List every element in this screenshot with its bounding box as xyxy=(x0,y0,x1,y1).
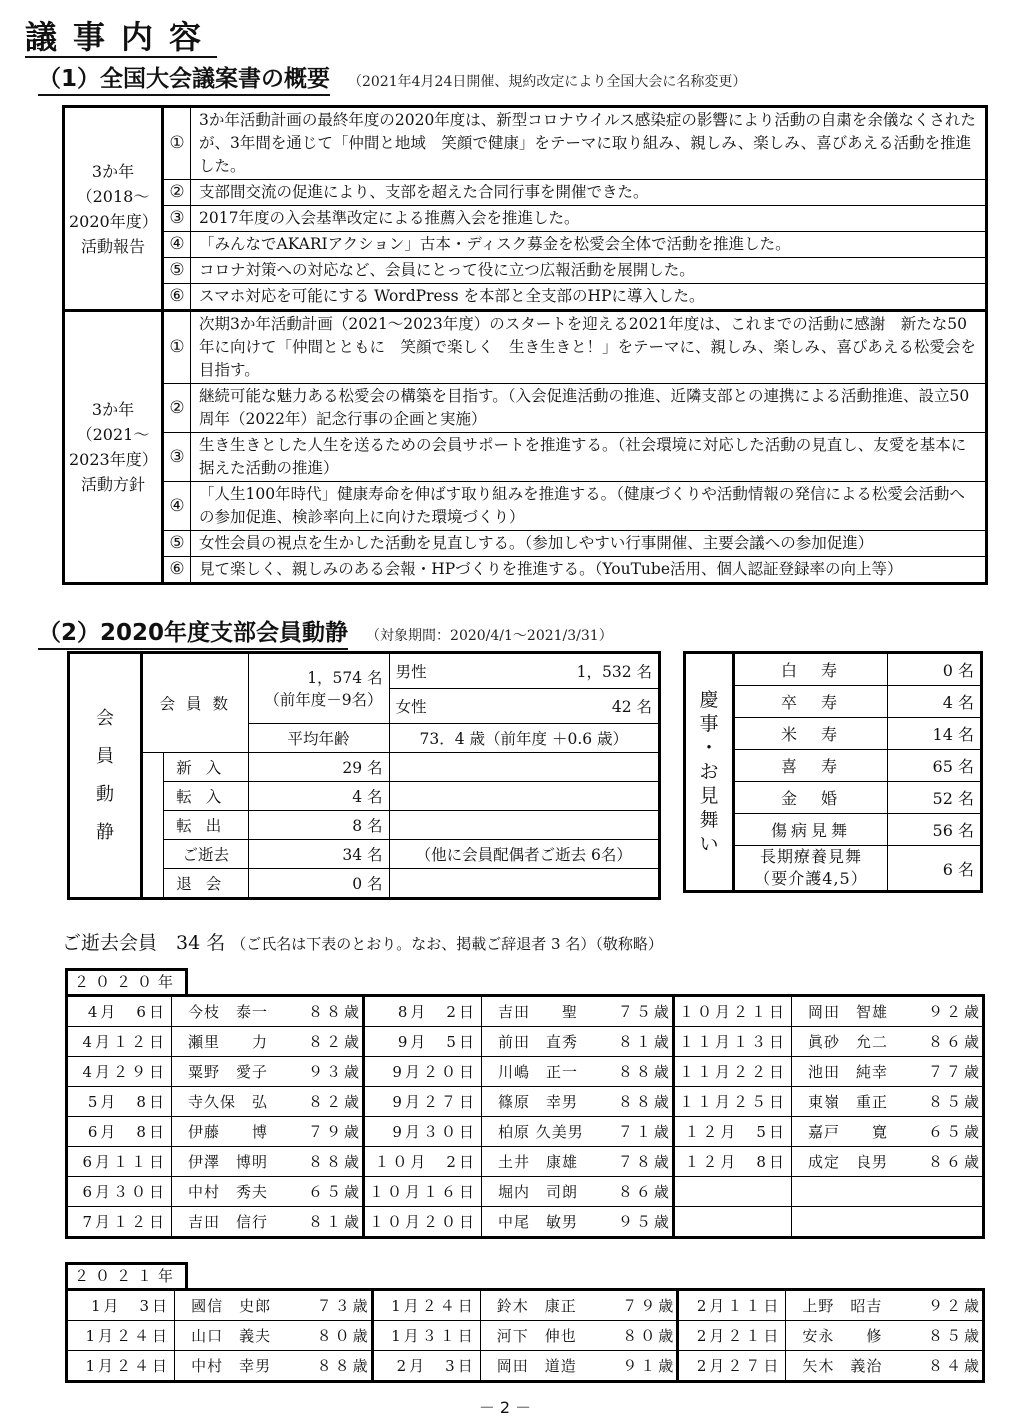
member-row-note xyxy=(389,753,659,782)
deceased-heading: ご逝去会員 34 名 xyxy=(62,932,226,954)
deceased-date: １０月１６日 xyxy=(363,1177,481,1207)
deceased-age: ９２歳 xyxy=(914,1290,984,1321)
section1-note: （2021年4月24日開催、規約改定により全国大会に名称変更） xyxy=(348,74,747,90)
section2-heading: （2）2020年度支部会員動静 xyxy=(38,618,348,650)
agenda-item-text: 女性会員の視点を生かした活動を見直しする。（参加しやすい行事開催、主要会議への参加促進） xyxy=(191,531,987,557)
celebration-label-text: 金 婚 xyxy=(780,789,841,808)
female-cell xyxy=(389,689,659,724)
celebration-value: 6 名 xyxy=(888,846,982,892)
vertical-label-char: 事 xyxy=(699,713,719,735)
agenda-row xyxy=(64,284,987,311)
vertical-label-char: 員 xyxy=(96,745,114,767)
deceased-date: 1月３１日 xyxy=(372,1321,480,1351)
celebration-label-text: 傷病見舞 xyxy=(770,821,851,840)
agenda-row xyxy=(64,180,987,206)
male-count: 1，532 名 xyxy=(576,663,652,681)
celebration-label xyxy=(734,782,888,814)
deceased-date: 6月１１日 xyxy=(67,1147,172,1177)
deceased-date: １１月２５日 xyxy=(673,1087,791,1117)
agenda-item-text: スマホ対応を可能にする WordPress を本部と全支部のHPに導入した。 xyxy=(191,284,987,311)
celebration-label-text: 喜 寿 xyxy=(780,757,841,776)
deceased-age: ８２歳 xyxy=(296,1087,363,1117)
vertical-label-char: 動 xyxy=(96,783,114,805)
celebration-label xyxy=(734,846,888,892)
deceased-age: ８４歳 xyxy=(914,1351,984,1382)
deceased-age: ８８歳 xyxy=(303,1351,372,1382)
agenda-group-label-line: 3か年 xyxy=(91,161,135,181)
deceased-age: ８８歳 xyxy=(606,1057,673,1087)
agenda-item-number: ⑤ xyxy=(163,531,191,557)
avg-age-label: 平均年齢 xyxy=(248,724,389,753)
member-row-value: 8 名 xyxy=(248,811,389,840)
vertical-label-char: 舞 xyxy=(699,809,719,831)
deceased-row xyxy=(67,1321,984,1351)
deceased-name: 安永 修 xyxy=(786,1321,914,1351)
celebration-value: 56 名 xyxy=(888,814,982,846)
deceased-name: 今枝 泰一 xyxy=(171,996,295,1027)
section2-header xyxy=(38,618,613,650)
deceased-row xyxy=(67,1057,984,1087)
deceased-age: ７９歳 xyxy=(296,1117,363,1147)
deceased-name: 岡田 智雄 xyxy=(791,996,915,1027)
agenda-group-label-line: 2023年度） xyxy=(69,450,158,469)
member-row-value: 34 名 xyxy=(248,840,389,869)
agenda-group-label-line: 活動方針 xyxy=(80,475,145,494)
deceased-name: 瀬里 力 xyxy=(171,1027,295,1057)
agenda-group-label xyxy=(64,107,163,311)
agenda-row xyxy=(64,482,987,531)
female-count: 42 名 xyxy=(611,698,652,716)
member-row xyxy=(69,753,660,782)
deceased-age: ７５歳 xyxy=(606,996,673,1027)
deceased-age: ９２歳 xyxy=(916,996,984,1027)
deceased-age: ８１歳 xyxy=(296,1207,363,1238)
deceased-date: 2月１１日 xyxy=(678,1290,786,1321)
deceased-name: 鈴木 康正 xyxy=(480,1290,608,1321)
agenda-row xyxy=(64,384,987,433)
deceased-date: 4月２９日 xyxy=(67,1057,172,1087)
deceased-date: 6月 8日 xyxy=(67,1117,172,1147)
agenda-item-number: ① xyxy=(163,107,191,180)
deceased-age: ８１歳 xyxy=(606,1027,673,1057)
deceased-age: ７３歳 xyxy=(303,1290,372,1321)
celebration-label-sub: （要介護4,5） xyxy=(754,869,868,888)
vertical-label-char: い xyxy=(699,833,719,855)
deceased-age: ６５歳 xyxy=(296,1177,363,1207)
deceased-age: ７１歳 xyxy=(606,1117,673,1147)
deceased-table-2020 xyxy=(65,994,985,1239)
deceased-row xyxy=(67,1117,984,1147)
deceased-name: 吉田 聖 xyxy=(481,996,605,1027)
deceased-date: 1月 3日 xyxy=(67,1290,175,1321)
section2-note: （対象期間：2020/4/1～2021/3/31） xyxy=(366,628,613,644)
deceased-date: 1月２４日 xyxy=(372,1290,480,1321)
agenda-row xyxy=(64,107,987,180)
deceased-date: １１月２２日 xyxy=(673,1057,791,1087)
agenda-group-label-line: 3か年 xyxy=(91,400,135,419)
agenda-row xyxy=(64,531,987,557)
deceased-name: 川嶋 正一 xyxy=(481,1057,605,1087)
agenda-group-label-line: 活動報告 xyxy=(80,236,145,256)
deceased-name: 嘉戸 寛 xyxy=(791,1117,915,1147)
deceased-date: 7月１２日 xyxy=(67,1207,172,1238)
agenda-item-text: 「人生100年時代」健康寿命を伸ばす取り組みを推進する。（健康づくりや活動情報の発信による松愛会活動への参加促進、検診率向上に向けた環境づくり） xyxy=(191,482,987,531)
deceased-name: 伊澤 博明 xyxy=(171,1147,295,1177)
deceased-row xyxy=(67,1290,984,1321)
celebration-label xyxy=(734,718,888,750)
agenda-row xyxy=(64,232,987,258)
deceased-age: ８６歳 xyxy=(916,1147,984,1177)
deceased-name: 中尾 敏男 xyxy=(481,1207,605,1238)
agenda-item-text: 次期3か年活動計画（2021～2023年度）のスタートを迎える2021年度は、これまでの活動に感謝 新たな50年に向けて「仲間とともに 笑顔で楽しく 生き生きと！」をテーマに、親しみ、楽しみ、喜びあえる松愛会を目指す。 xyxy=(191,311,987,384)
agenda-item-number: ④ xyxy=(163,232,191,258)
agenda-item-number: ① xyxy=(163,311,191,384)
deceased-age: ７７歳 xyxy=(916,1057,984,1087)
deceased-age: ８５歳 xyxy=(916,1087,984,1117)
deceased-note: （ご氏名は下表のとおり。なお、掲載ご辞退者 3 名）（敬称略） xyxy=(231,935,663,953)
year-label-2021: ２０２１年 xyxy=(65,1262,188,1288)
deceased-age: ８８歳 xyxy=(606,1087,673,1117)
deceased-date: 5月 8日 xyxy=(67,1087,172,1117)
deceased-name: 山口 義夫 xyxy=(175,1321,303,1351)
celebration-label xyxy=(734,814,888,846)
agenda-row xyxy=(64,258,987,284)
deceased-name xyxy=(791,1207,915,1238)
celebration-label-text: 卒 寿 xyxy=(780,693,841,712)
member-total-change: （前年度－9名） xyxy=(264,690,383,709)
vertical-label-char: ・ xyxy=(699,737,719,759)
deceased-date: １０月 2日 xyxy=(363,1147,481,1177)
deceased-row xyxy=(67,1087,984,1117)
celebration-row xyxy=(685,653,982,686)
deceased-age: ８０歳 xyxy=(303,1321,372,1351)
agenda-item-number: ⑥ xyxy=(163,557,191,584)
deceased-date: 8月 2日 xyxy=(363,996,481,1027)
deceased-date: １０月２１日 xyxy=(673,996,791,1027)
deceased-row xyxy=(67,1351,984,1382)
agenda-group-label-line: （2018～ xyxy=(76,186,150,206)
deceased-name: 池田 純幸 xyxy=(791,1057,915,1087)
member-row-value: 4 名 xyxy=(248,782,389,811)
celebration-label-text: 長期療養見舞 xyxy=(759,847,862,866)
agenda-item-text: コロナ対策への対応など、会員にとって役に立つ広報活動を展開した。 xyxy=(191,258,987,284)
deceased-name: 吉田 信行 xyxy=(171,1207,295,1238)
member-row-note xyxy=(389,782,659,811)
deceased-name xyxy=(791,1177,915,1207)
member-total-cell xyxy=(248,653,389,724)
vertical-label-char: お xyxy=(699,761,719,783)
deceased-age: ８６歳 xyxy=(606,1177,673,1207)
member-total: 1，574 名 xyxy=(307,668,383,687)
member-row-label: ご逝去 xyxy=(164,840,249,869)
member-stats-vertical-label xyxy=(69,653,142,899)
deceased-row xyxy=(67,1207,984,1238)
deceased-age xyxy=(916,1177,984,1207)
celebration-label-text: 白 寿 xyxy=(780,661,841,680)
deceased-age: ９５歳 xyxy=(606,1207,673,1238)
deceased-name: 粟野 愛子 xyxy=(171,1057,295,1087)
member-row-label: 新入 xyxy=(164,753,249,782)
member-row-label: 転入 xyxy=(164,782,249,811)
deceased-date: 9月 5日 xyxy=(363,1027,481,1057)
agenda-item-number: ③ xyxy=(163,433,191,482)
agenda-item-text: 継続可能な魅力ある松愛会の構築を目指す。（入会促進活動の推進、近隣支部との連携による活動推進、設立50周年（2022年）記念行事の企画と実施） xyxy=(191,384,987,433)
celebration-label xyxy=(734,750,888,782)
deceased-date: 2月２７日 xyxy=(678,1351,786,1382)
deceased-date: 9月２７日 xyxy=(363,1087,481,1117)
section1-header xyxy=(38,64,746,96)
agenda-group-label-line: （2021～ xyxy=(76,425,150,444)
male-cell xyxy=(389,653,659,689)
deceased-date xyxy=(673,1177,791,1207)
celebration-value: 14 名 xyxy=(888,718,982,750)
deceased-date: １０月２０日 xyxy=(363,1207,481,1238)
agenda-item-text: 2017年度の入会基準改定による推薦入会を推進した。 xyxy=(191,206,987,232)
deceased-date: 2月 3日 xyxy=(372,1351,480,1382)
agenda-row xyxy=(64,311,987,384)
agenda-item-number: ② xyxy=(163,384,191,433)
celebration-label xyxy=(734,686,888,718)
avg-age-value: 73．4 歳（前年度 ＋0.6 歳） xyxy=(389,724,659,753)
deceased-age: ９１歳 xyxy=(608,1351,677,1382)
page-title: 議事内容 xyxy=(25,18,218,56)
deceased-age xyxy=(916,1207,984,1238)
deceased-age: ６５歳 xyxy=(916,1117,984,1147)
agenda-item-text: 「みんなでAKARIアクション」古本・ディスク募金を松愛会全体で活動を推進した。 xyxy=(191,232,987,258)
deceased-age: ７８歳 xyxy=(606,1147,673,1177)
male-label: 男性 xyxy=(395,663,427,681)
member-row-label: 転出 xyxy=(164,811,249,840)
deceased-age: ９３歳 xyxy=(296,1057,363,1087)
deceased-age: ８８歳 xyxy=(296,996,363,1027)
deceased-date xyxy=(673,1207,791,1238)
deceased-name: 中村 幸男 xyxy=(175,1351,303,1382)
agenda-row xyxy=(64,557,987,584)
member-row-value: 0 名 xyxy=(248,869,389,899)
deceased-date: 4月１２日 xyxy=(67,1027,172,1057)
deceased-date: １１月１３日 xyxy=(673,1027,791,1057)
agenda-item-text: 支部間交流の促進により、支部を超えた合同行事を開催できた。 xyxy=(191,180,987,206)
vertical-label-char: 慶 xyxy=(699,689,719,711)
deceased-name: 柏原 久美男 xyxy=(481,1117,605,1147)
celebrations-vertical-label xyxy=(685,653,734,892)
agenda-group-label xyxy=(64,311,163,584)
deceased-row xyxy=(67,1027,984,1057)
deceased-row xyxy=(67,1177,984,1207)
member-stats-table xyxy=(67,651,661,900)
deceased-date: 2月２１日 xyxy=(678,1321,786,1351)
deceased-name: 岡田 道造 xyxy=(480,1351,608,1382)
deceased-age: ８５歳 xyxy=(914,1321,984,1351)
celebration-value: 65 名 xyxy=(888,750,982,782)
agenda-row xyxy=(64,206,987,232)
celebration-value: 4 名 xyxy=(888,686,982,718)
agenda-group-label-line: 2020年度） xyxy=(69,211,158,231)
deceased-name: 伊藤 博 xyxy=(171,1117,295,1147)
agenda-item-text: 見て楽しく、親しみのある会報・HPづくりを推進する。（YouTube活用、個人認証登録率の向上等） xyxy=(191,557,987,584)
member-row-note xyxy=(389,811,659,840)
deceased-name: 國信 史郎 xyxy=(175,1290,303,1321)
celebration-value: 0 名 xyxy=(888,653,982,686)
agenda-item-number: ② xyxy=(163,180,191,206)
vertical-label-char: 見 xyxy=(699,785,719,807)
deceased-date: １２月 8日 xyxy=(673,1147,791,1177)
deceased-table-2021 xyxy=(65,1288,985,1383)
member-row-value: 29 名 xyxy=(248,753,389,782)
deceased-name: 東嶺 重正 xyxy=(791,1087,915,1117)
agenda-item-text: 生き生きとした人生を送るための会員サポートを推進する。（社会環境に対応した活動の見直し、友愛を基本に据えた活動の推進） xyxy=(191,433,987,482)
deceased-name: 中村 秀夫 xyxy=(171,1177,295,1207)
celebration-label xyxy=(734,653,888,686)
member-row-label: 退会 xyxy=(164,869,249,899)
deceased-row xyxy=(67,1147,984,1177)
deceased-name: 寺久保 弘 xyxy=(171,1087,295,1117)
female-label: 女性 xyxy=(395,698,427,716)
deceased-age: ８０歳 xyxy=(608,1321,677,1351)
deceased-name: 矢木 義治 xyxy=(786,1351,914,1382)
member-row-note xyxy=(389,869,659,899)
deceased-age: ８２歳 xyxy=(296,1027,363,1057)
agenda-summary-table xyxy=(62,105,988,585)
deceased-name: 上野 昭吉 xyxy=(786,1290,914,1321)
celebration-label-text: 米 寿 xyxy=(780,725,841,744)
vertical-label-char: 静 xyxy=(96,821,114,843)
deceased-row xyxy=(67,996,984,1027)
celebrations-table xyxy=(683,651,983,893)
deceased-age: ８６歳 xyxy=(916,1027,984,1057)
agenda-item-text: 3か年活動計画の最終年度の2020年度は、新型コロナウイルス感染症の影響により活動の自粛を余儀なくされたが、3年間を通じて「仲間と地域 笑顔で健康」をテーマに取り組み、親しみ、楽しみ、喜びあえる活動を推進した。 xyxy=(191,107,987,180)
deceased-age: ７９歳 xyxy=(608,1290,677,1321)
deceased-name: 成定 良男 xyxy=(791,1147,915,1177)
agenda-item-number: ⑤ xyxy=(163,258,191,284)
deceased-name: 篠原 幸男 xyxy=(481,1087,605,1117)
deceased-name: 堀内 司朗 xyxy=(481,1177,605,1207)
member-count-label: 会 員 数 xyxy=(142,653,249,753)
deceased-date: 4月 6日 xyxy=(67,996,172,1027)
member-row-note: （他に会員配偶者ご逝去 6名） xyxy=(389,840,659,869)
deceased-name: 前田 直秀 xyxy=(481,1027,605,1057)
deceased-date: 9月３０日 xyxy=(363,1117,481,1147)
page-number: － 2 － xyxy=(478,1398,532,1417)
vertical-label-char: 会 xyxy=(96,707,114,729)
agenda-item-number: ③ xyxy=(163,206,191,232)
agenda-item-number: ⑥ xyxy=(163,284,191,311)
deceased-name: 土井 康雄 xyxy=(481,1147,605,1177)
deceased-name: 河下 伸也 xyxy=(480,1321,608,1351)
deceased-date: 6月３０日 xyxy=(67,1177,172,1207)
section1-heading: （1）全国大会議案書の概要 xyxy=(38,64,330,96)
agenda-item-number: ④ xyxy=(163,482,191,531)
deceased-heading-line xyxy=(62,928,663,955)
spacer xyxy=(142,753,164,899)
deceased-name: 眞砂 允二 xyxy=(791,1027,915,1057)
celebration-value: 52 名 xyxy=(888,782,982,814)
deceased-date: 9月２０日 xyxy=(363,1057,481,1087)
agenda-row xyxy=(64,433,987,482)
year-label-2020: ２０２０年 xyxy=(65,968,188,994)
deceased-date: 1月２４日 xyxy=(67,1321,175,1351)
deceased-date: １２月 5日 xyxy=(673,1117,791,1147)
deceased-date: 1月２４日 xyxy=(67,1351,175,1382)
deceased-age: ８８歳 xyxy=(296,1147,363,1177)
